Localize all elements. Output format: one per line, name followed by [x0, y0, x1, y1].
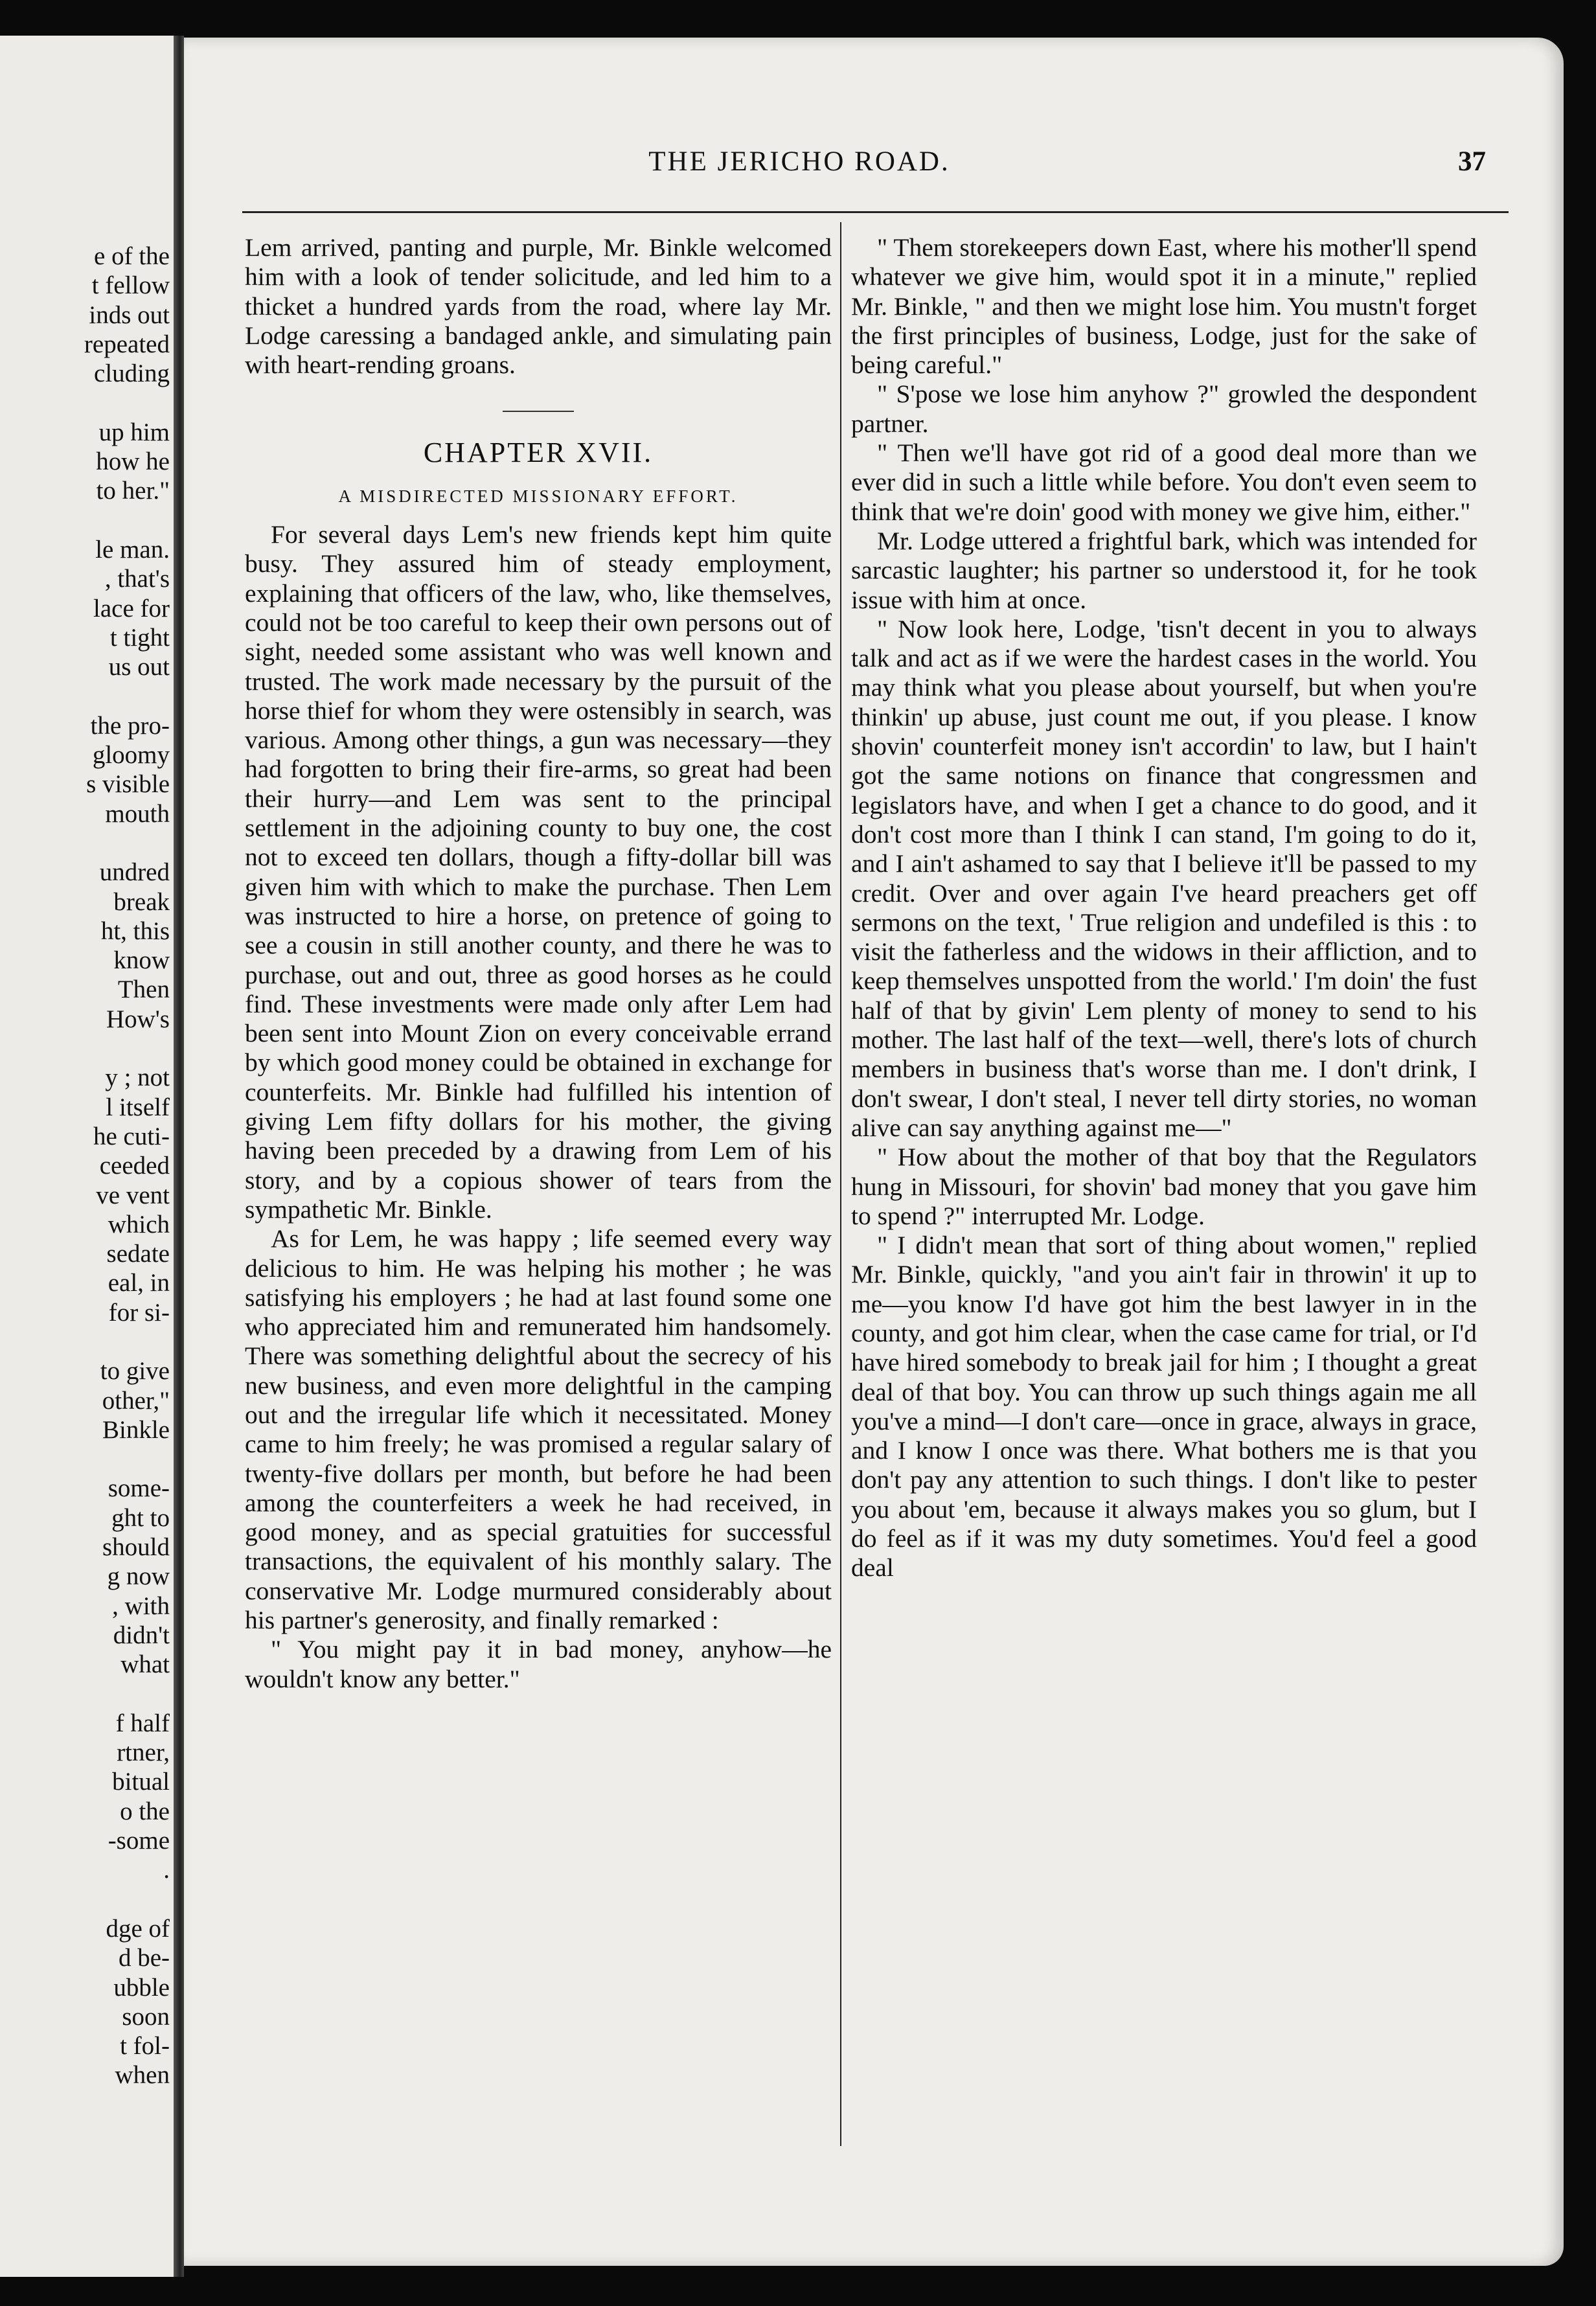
- paragraph: " I didn't mean that sort of thing about women," replied Mr. Binkle, quickly, "and you ain't fair in throwin' it up to me—you know I'd have got him the best lawyer in in the county, and got him clear, when the case came for trial, or I'd have hired somebody to break jail for him ; I thought a great deal of that boy. You can throw up such things again me all you've a mind—I don't care—once in grace, always in grace, and I know I once was there. What bothers me is that you don't pay any attention to such things. I don't like to pester you about 'em, because it always makes you so glum, but I do feel as if it was my duty sometimes. You'd feel a good deal: [851, 1231, 1477, 1582]
- header-rule: [242, 211, 1509, 213]
- page-37: [184, 38, 1564, 2266]
- paragraph: Lem arrived, panting and purple, Mr. Binkle welcomed him with a look of tender solicitude, and led him to a thicket a hundred yards from the road, where lay Mr. Lodge caressing a bandaged ankle, and simulating pain with heart-rending groans.: [245, 233, 832, 380]
- paragraph: " You might pay it in bad money, anyhow—he wouldn't know any better.": [245, 1635, 832, 1693]
- chapter-subtitle: A MISDIRECTED MISSIONARY EFFORT.: [338, 486, 738, 506]
- paragraph: " Them storekeepers down East, where his mother'll spend whatever we give him, would spot it in a minute," replied Mr. Binkle, " and then we might lose him. You mustn't forget the first principles of business, Lodge, just for the sake of being careful.": [851, 233, 1477, 380]
- running-head: [184, 146, 1564, 185]
- chapter-title: CHAPTER XVII.: [423, 437, 654, 469]
- right-column: [851, 233, 1477, 1583]
- column-divider: [840, 222, 841, 2146]
- section-separator: [503, 411, 574, 412]
- paragraph: " Then we'll have got rid of a good deal more than we ever did in such a little while before. You don't even seem to think that we're doin' good with money we give him, either.": [851, 439, 1477, 526]
- paragraph: As for Lem, he was happy ; life seemed every way delicious to him. He was helping his mother ; he was satisfying his employers ; he had at last found some one who appreciated him and remunerated him handsomely. There was something delightful about the secrecy of his new business, and even more delightful in the camping out and the irregular life which it necessitated. Money came to him freely; he was promised a regular salary of twenty-five dollars per month, but before he had been among the counterfeiters a week he had received, in good money, and as special gratuities for successful transactions, the equivalent of his monthly salary. The conservative Mr. Lodge murmured considerably about his partner's generosity, and finally remarked :: [245, 1224, 832, 1635]
- facing-page-left: [0, 36, 175, 2277]
- paragraph: " Now look here, Lodge, 'tisn't decent in you to always talk and act as if we were the hardest cases in the world. You may think what you please about yourself, but when you're thinkin' up abuse, just count me out, if you please. I know shovin' counterfeit money isn't accordin' to law, but I hain't got the same notions on finance that congressmen and legislators have, and when I get a chance to do good, and it don't cost more than I think I can stand, I'm going to do it, and I ain't ashamed to say that I believe it'll be passed to my credit. Over and over again I've heard preachers get off sermons on the text, ' True religion and undefiled is this : to visit the fatherless and the widows in their affliction, and to keep themselves unspotted from the world.' I'm doin' the fust half of that by givin' Lem plenty of money to send to his mother. The last half of the text—well, there's lots of church members in business that's worse than me. I don't drink, I don't swear, I don't steal, I never tell dirty stories, no woman alive can say anything against me—": [851, 614, 1477, 1142]
- paragraph: For several days Lem's new friends kept him quite busy. They assured him of steady employment, explaining that officers of the law, who, like themselves, could not be too careful to keep their own persons out of sight, needed some assistant who was well known and trusted. The work made necessary by the pursuit of the horse thief for whom they were ostensibly in search, was various. Among other things, a gun was necessary—they had forgotten to bring their fire-arms, so great had been their hurry—and Lem was sent to the principal settlement in the adjoining county to buy one, the cost not to exceed ten dollars, though a fifty-dollar bill was given him with which to make the purchase. Then Lem was instructed to hire a horse, on pretence of going to see a cousin in still another county, and there he was to purchase, out and out, three as good horses as he could find. These investments were made only after Lem had been sent into Mount Zion on every conceivable errand by which good money could be obtained in exchange for counterfeits. Mr. Binkle had fulfilled his intention of giving Lem fifty dollars for his mother, the giving having been preceded by a drawing from Lem of his story, and by a copious shower of tears from the sympathetic Mr. Binkle.: [245, 520, 832, 1224]
- paragraph: Mr. Lodge uttered a frightful bark, which was intended for sarcastic laughter; his partner so understood it, for he took issue with him at once.: [851, 526, 1477, 614]
- paragraph: " S'pose we lose him anyhow ?" growled the despondent partner.: [851, 380, 1477, 438]
- page-number: 37: [1458, 146, 1486, 177]
- book-gutter: [174, 36, 184, 2277]
- running-title: THE JERICHO ROAD.: [648, 146, 950, 177]
- facing-page-text-fragments: e of the t fellow inds out repeated cluding up him how he to her." le man. , that's lace for t tight us out the pro- gloomy s visible mouth undred break ht, this know Then How's y ; not l itself he cuti- ceeded ve vent which sedate eal, in for si- to give other," Binkle some- ght to should g now , with didn't what f half rtner, bitual o the -some . dge of d be- ubble soon t fol- when: [84, 242, 170, 2090]
- paragraph: " How about the mother of that boy that the Regulators hung in Missouri, for shovin' bad money that you gave him to spend ?" interrupted Mr. Lodge.: [851, 1143, 1477, 1230]
- left-column: [245, 233, 832, 1694]
